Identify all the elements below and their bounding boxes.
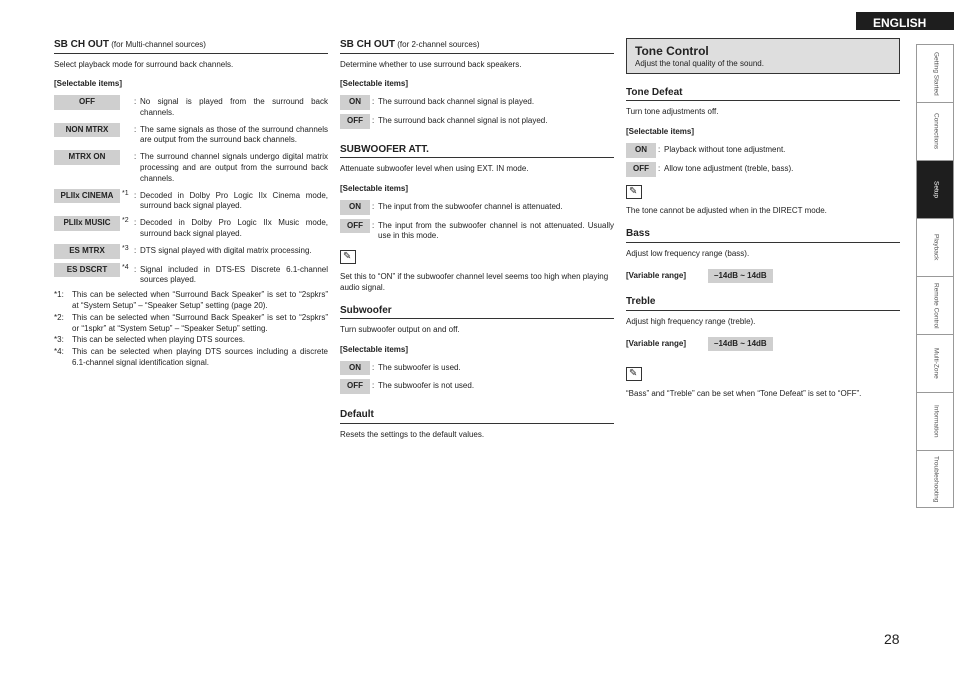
option-key: PLIIx MUSIC bbox=[54, 216, 120, 231]
sidebar-tab-playback[interactable] bbox=[916, 218, 954, 276]
section-heading bbox=[340, 304, 614, 320]
section-title: SB CH OUT bbox=[54, 39, 109, 50]
option-key: PLIIx CINEMA bbox=[54, 189, 120, 204]
footnote-key: *3: bbox=[54, 335, 64, 345]
option-row: OFF : No signal is played from the surround back channels. bbox=[54, 95, 328, 119]
option-row: OFF : Allow tone adjustment (treble, bass). bbox=[626, 162, 900, 177]
option-description: Signal included in DTS-ES Discrete 6.1-channel sources played. bbox=[140, 264, 328, 285]
footnote-text: This can be selected when “Surround Back Speaker” is set to “2spkrs” or “1spkr” at “System Setup” – “Speaker Setup” setting. bbox=[72, 312, 328, 333]
section-description: Attenuate subwoofer level when using EXT. IN mode. bbox=[340, 164, 529, 174]
section-heading bbox=[626, 227, 900, 243]
range-value: –14dB ~ 14dB bbox=[708, 337, 773, 352]
variable-range-row bbox=[626, 269, 900, 284]
variable-range-row bbox=[626, 337, 900, 352]
section-title: Default bbox=[340, 409, 374, 421]
footnotes bbox=[54, 290, 328, 369]
pencil-icon bbox=[626, 367, 642, 381]
column-tone-control bbox=[626, 38, 900, 410]
section-description: Turn subwoofer output on and off. bbox=[340, 325, 460, 335]
option-key: ON bbox=[626, 143, 656, 158]
sidebar-tab-label: Information bbox=[932, 405, 940, 438]
option-description: The surround back channel signal is played. bbox=[378, 97, 535, 107]
option-key: ES DSCRT bbox=[54, 263, 120, 278]
sidebar-tab-troubleshooting[interactable] bbox=[916, 450, 954, 508]
option-row: ON : Playback without tone adjustment. bbox=[626, 143, 900, 158]
footnote-key: *2: bbox=[54, 312, 64, 322]
range-label: [Variable range] bbox=[626, 338, 687, 348]
tip-text: Set this to “ON” if the subwoofer channel level seems too high when playing audio signal. bbox=[340, 271, 609, 292]
option-footnote-mark: *4 bbox=[122, 263, 129, 271]
section-description: Resets the settings to the default values. bbox=[340, 429, 485, 439]
option-row: ES MTRX *3 : DTS signal played with digital matrix processing. bbox=[54, 244, 328, 259]
section-heading bbox=[626, 86, 900, 102]
option-key: MTRX ON bbox=[54, 150, 120, 165]
section-description: Adjust low frequency range (bass). bbox=[626, 248, 750, 258]
selectable-items-label: [Selectable items] bbox=[340, 344, 409, 354]
range-label: [Variable range] bbox=[626, 270, 687, 280]
section-title: SUBWOOFER ATT. bbox=[340, 143, 429, 155]
section-title: Subwoofer bbox=[340, 304, 392, 316]
option-description: No signal is played from the surround back channels. bbox=[140, 97, 328, 117]
option-row: PLIIx CINEMA *1 : Decoded in Dolby Pro Logic IIx Cinema mode, surround back signal played. bbox=[54, 189, 328, 213]
section-title: Treble bbox=[626, 296, 656, 308]
option-description: Decoded in Dolby Pro Logic IIx Music mode, surround back signal played. bbox=[140, 218, 328, 239]
section-heading bbox=[340, 38, 614, 54]
sidebar-tab-label: Troubleshooting bbox=[932, 455, 940, 503]
sidebar-tab-remote-control[interactable] bbox=[916, 276, 954, 334]
tip-text: “Bass” and “Treble” can be set when “Tone Defeat” is set to “OFF”. bbox=[626, 389, 862, 399]
section-description: Turn tone adjustments off. bbox=[626, 107, 719, 117]
selectable-items-label: [Selectable items] bbox=[54, 79, 123, 89]
option-row: OFF : The subwoofer is not used. bbox=[340, 379, 614, 394]
option-footnote-mark: *3 bbox=[122, 244, 129, 252]
option-row: ON : The input from the subwoofer channel is attenuated. bbox=[340, 200, 614, 215]
section-heading bbox=[340, 408, 614, 424]
footnote-text: This can be selected when playing DTS sources. bbox=[72, 335, 245, 345]
box-title: Tone Control bbox=[635, 44, 709, 58]
footnote-text: This can be selected when “Surround Back Speaker” is set to “2spkrs” at “System Setup” – “Speaker Setup” setting (page 20). bbox=[72, 290, 328, 311]
section-title: Bass bbox=[626, 228, 650, 240]
section-subtitle: (for Multi-channel sources) bbox=[111, 40, 206, 49]
sidebar-tab-label: Connections bbox=[932, 113, 940, 150]
footnote-key: *1: bbox=[54, 290, 64, 300]
section-heading bbox=[340, 143, 614, 159]
sidebar-tab-information[interactable] bbox=[916, 392, 954, 450]
footnote-key: *4: bbox=[54, 347, 64, 357]
footnote bbox=[54, 347, 328, 369]
section-heading bbox=[626, 295, 900, 311]
sidebar-tab-label: Remote Control bbox=[932, 282, 940, 329]
footnote-text: This can be selected when playing DTS sources including a discrete 6.1-channel signal identification signal. bbox=[72, 347, 328, 368]
sidebar-tab-setup[interactable] bbox=[916, 160, 954, 218]
selectable-items-label: [Selectable items] bbox=[626, 127, 695, 137]
section-heading bbox=[54, 38, 328, 54]
sidebar-tab-label: Getting Started bbox=[932, 51, 940, 96]
option-key: ON bbox=[340, 200, 370, 215]
footnote bbox=[54, 335, 328, 346]
sidebar-tab-label: Playback bbox=[932, 234, 940, 261]
option-key: OFF bbox=[340, 114, 370, 129]
section-title: SB CH OUT bbox=[340, 39, 395, 50]
option-key: OFF bbox=[54, 95, 120, 110]
option-row: ON : The surround back channel signal is played. bbox=[340, 95, 614, 110]
option-key: ON bbox=[340, 95, 370, 110]
chapter-sidebar bbox=[916, 44, 954, 508]
footnote bbox=[54, 290, 328, 312]
option-description: Playback without tone adjustment. bbox=[664, 145, 786, 155]
selectable-items-label: [Selectable items] bbox=[340, 183, 409, 193]
option-description: Decoded in Dolby Pro Logic IIx Cinema mode, surround back signal played. bbox=[140, 190, 328, 211]
option-key: ES MTRX bbox=[54, 244, 120, 259]
option-row: PLIIx MUSIC *2 : Decoded in Dolby Pro Logic IIx Music mode, surround back signal played. bbox=[54, 216, 328, 240]
option-row: ON : The subwoofer is used. bbox=[340, 361, 614, 376]
option-row: MTRX ON : The surround channel signals undergo digital matrix processing and are output from the surround back channels. bbox=[54, 150, 328, 184]
sidebar-tab-multi-zone[interactable] bbox=[916, 334, 954, 392]
range-value: –14dB ~ 14dB bbox=[708, 269, 773, 284]
option-key: NON MTRX bbox=[54, 123, 120, 138]
language-tab: ENGLISH bbox=[856, 12, 954, 30]
option-row: ES DSCRT *4 : Signal included in DTS-ES Discrete 6.1-channel sources played. bbox=[54, 263, 328, 287]
option-description: The same signals as those of the surround channels are output from the surround back channels. bbox=[140, 124, 328, 145]
selectable-items-label: [Selectable items] bbox=[340, 79, 409, 89]
section-description: Adjust high frequency range (treble). bbox=[626, 316, 756, 326]
column-two bbox=[340, 38, 614, 450]
column-sb-ch-out-multi bbox=[54, 38, 328, 370]
pencil-icon bbox=[626, 185, 642, 199]
option-description: The input from the subwoofer channel is attenuated. bbox=[378, 201, 563, 211]
option-description: The subwoofer is not used. bbox=[378, 381, 475, 391]
section-title: Tone Defeat bbox=[626, 86, 683, 98]
option-key: OFF bbox=[626, 162, 656, 177]
sidebar-tab-connections[interactable] bbox=[916, 102, 954, 160]
sidebar-tab-getting-started[interactable] bbox=[916, 44, 954, 102]
option-row: OFF : The surround back channel signal is not played. bbox=[340, 114, 614, 129]
option-row: OFF : The input from the subwoofer channel is not attenuated. Usually use in this mode. bbox=[340, 219, 614, 243]
option-description: The input from the subwoofer channel is not attenuated. Usually use in this mode. bbox=[378, 220, 614, 241]
footnote bbox=[54, 313, 328, 335]
option-description: The surround channel signals undergo digital matrix processing and are output from the surround back channels. bbox=[140, 152, 328, 183]
option-description: DTS signal played with digital matrix processing. bbox=[140, 245, 312, 255]
option-description: The subwoofer is used. bbox=[378, 362, 461, 372]
option-key: ON bbox=[340, 361, 370, 376]
section-description: Determine whether to use surround back speakers. bbox=[340, 59, 522, 69]
option-footnote-mark: *2 bbox=[122, 217, 129, 225]
section-description: Select playback mode for surround back channels. bbox=[54, 59, 234, 69]
sidebar-tab-label: Setup bbox=[932, 181, 940, 198]
page-number: 28 bbox=[884, 631, 900, 647]
option-key: OFF bbox=[340, 379, 370, 394]
pencil-icon bbox=[340, 250, 356, 264]
option-row: NON MTRX : The same signals as those of the surround channels are output from the surround back channels. bbox=[54, 123, 328, 147]
option-footnote-mark: *1 bbox=[122, 189, 129, 197]
section-subtitle: (for 2-channel sources) bbox=[397, 40, 480, 49]
tip-text: The tone cannot be adjusted when in the DIRECT mode. bbox=[626, 206, 827, 216]
option-key: OFF bbox=[340, 219, 370, 234]
box-subtitle: Adjust the tonal quality of the sound. bbox=[635, 59, 764, 69]
tone-control-header-box bbox=[626, 38, 900, 74]
option-description: The surround back channel signal is not played. bbox=[378, 115, 548, 125]
sidebar-tab-label: Multi-Zone bbox=[932, 348, 940, 379]
option-description: Allow tone adjustment (treble, bass). bbox=[664, 163, 794, 173]
